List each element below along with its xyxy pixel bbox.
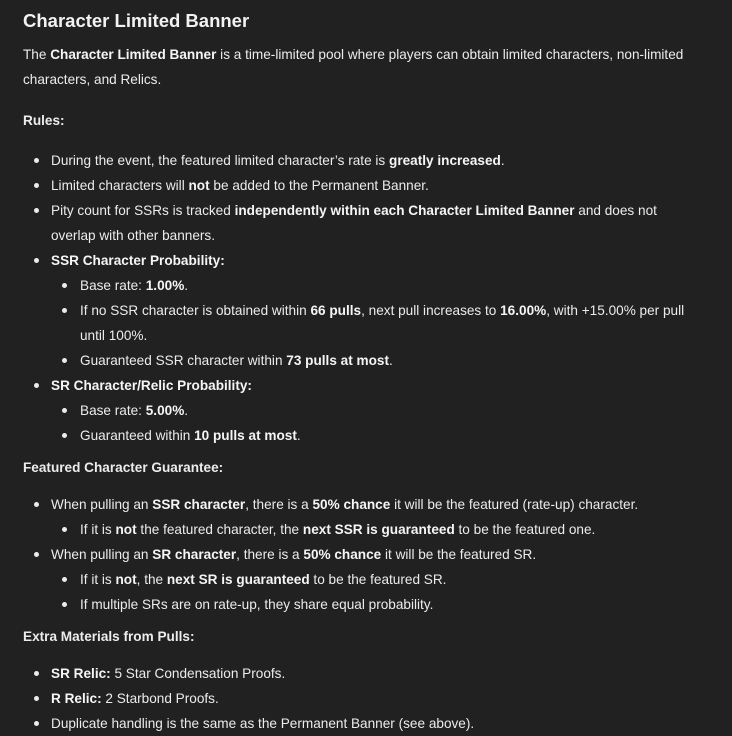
text-run: 2 Starbond Proofs. xyxy=(101,691,219,706)
bold-text: SSR Character Probability: xyxy=(51,253,225,268)
bold-text: Character Limited Banner xyxy=(50,47,217,62)
text-run: , the xyxy=(136,572,167,587)
bold-text: 1.00% xyxy=(145,278,185,293)
text-run: . xyxy=(500,153,505,168)
bold-text: R Relic: xyxy=(51,691,102,706)
bullet-list xyxy=(23,148,703,448)
bold-text: 5.00% xyxy=(145,403,185,418)
nested-bullet-list xyxy=(51,567,703,617)
list-item xyxy=(23,542,703,617)
text-run: Guaranteed within xyxy=(80,428,195,443)
bold-text: next SR is guaranteed xyxy=(166,572,310,587)
bold-text: not xyxy=(115,572,137,587)
bold-text: not xyxy=(188,178,210,193)
text-run: it will be the featured (rate-up) character. xyxy=(390,497,639,512)
bullet-list xyxy=(23,661,703,736)
section-heading: Rules: xyxy=(23,113,65,128)
list-item xyxy=(51,517,703,542)
list-item xyxy=(51,423,703,448)
text-run: , there is a xyxy=(245,497,313,512)
text-run: Duplicate handling is the same as the Permanent Banner (see above). xyxy=(51,716,475,731)
text-run: Pity count for SSRs is tracked xyxy=(51,203,235,218)
bold-text: 10 pulls at most xyxy=(194,428,297,443)
bold-text: greatly increased xyxy=(389,153,501,168)
text-run: to be the featured SR. xyxy=(309,572,447,587)
bold-text: 50% chance xyxy=(312,497,391,512)
list-item xyxy=(51,348,703,373)
text-run: Base rate: xyxy=(80,278,146,293)
text-run: If no SSR character is obtained within xyxy=(80,303,311,318)
text-run: If multiple SRs are on rate-up, they share equal probability. xyxy=(80,597,434,612)
list-item xyxy=(23,373,703,448)
section-heading: Extra Materials from Pulls: xyxy=(23,629,195,644)
list-item xyxy=(23,198,703,248)
nested-bullet-list xyxy=(51,273,703,373)
text-run: During the event, the featured limited character’s rate is xyxy=(51,153,390,168)
text-run: is a time-limited pool where players can obtain limited characters, non-limited characters, and Relics. xyxy=(23,47,684,87)
text-run: the featured character, the xyxy=(136,522,303,537)
text-run: If it is xyxy=(80,522,116,537)
intro-paragraph xyxy=(23,42,703,92)
bold-text: independently within each Character Limited Banner xyxy=(234,203,575,218)
list-item xyxy=(23,492,703,542)
section-heading: Featured Character Guarantee: xyxy=(23,460,224,475)
text-run: Limited characters will xyxy=(51,178,189,193)
list-item xyxy=(23,173,703,198)
bold-text: SR Relic: xyxy=(51,666,111,681)
bold-text: 16.00% xyxy=(500,303,547,318)
text-run: , next pull increases to xyxy=(361,303,501,318)
text-run: . xyxy=(184,403,189,418)
nested-bullet-list xyxy=(51,398,703,448)
list-item xyxy=(51,567,703,592)
bold-text: 50% chance xyxy=(303,547,382,562)
text-run: , there is a xyxy=(236,547,304,562)
text-run: If it is xyxy=(80,572,116,587)
bold-text: 73 pulls at most xyxy=(286,353,390,368)
bold-text: SR Character/Relic Probability: xyxy=(51,378,252,393)
bullet-list xyxy=(23,492,703,617)
text-run: it will be the featured SR. xyxy=(381,547,537,562)
bold-text: 66 pulls xyxy=(310,303,362,318)
list-item xyxy=(51,298,703,348)
text-run: and does not overlap with other banners. xyxy=(51,203,657,243)
list-item xyxy=(23,148,703,173)
bold-text: SR character xyxy=(152,547,237,562)
text-run: When pulling an xyxy=(51,547,153,562)
text-run: 5 Star Condensation Proofs. xyxy=(110,666,286,681)
text-run: . xyxy=(389,353,393,368)
bold-text: not xyxy=(115,522,137,537)
list-item xyxy=(23,248,703,373)
text-run: . xyxy=(296,428,301,443)
list-item xyxy=(51,398,703,423)
list-item xyxy=(23,686,703,711)
list-item xyxy=(51,592,703,617)
text-run: Base rate: xyxy=(80,403,146,418)
text-run: The xyxy=(23,47,51,62)
page-title: Character Limited Banner xyxy=(23,10,250,31)
nested-bullet-list xyxy=(51,517,703,542)
bold-text: next SSR is guaranteed xyxy=(302,522,455,537)
list-item xyxy=(23,711,703,736)
text-run: be added to the Permanent Banner. xyxy=(209,178,429,193)
list-item xyxy=(23,661,703,686)
list-item xyxy=(51,273,703,298)
bold-text: SSR character xyxy=(152,497,246,512)
text-run: , with +15.00% per pull until 100%. xyxy=(80,303,685,343)
text-run: . xyxy=(184,278,189,293)
text-run: When pulling an xyxy=(51,497,153,512)
text-run: Guaranteed SSR character within xyxy=(80,353,287,368)
text-run: to be the featured one. xyxy=(454,522,596,537)
